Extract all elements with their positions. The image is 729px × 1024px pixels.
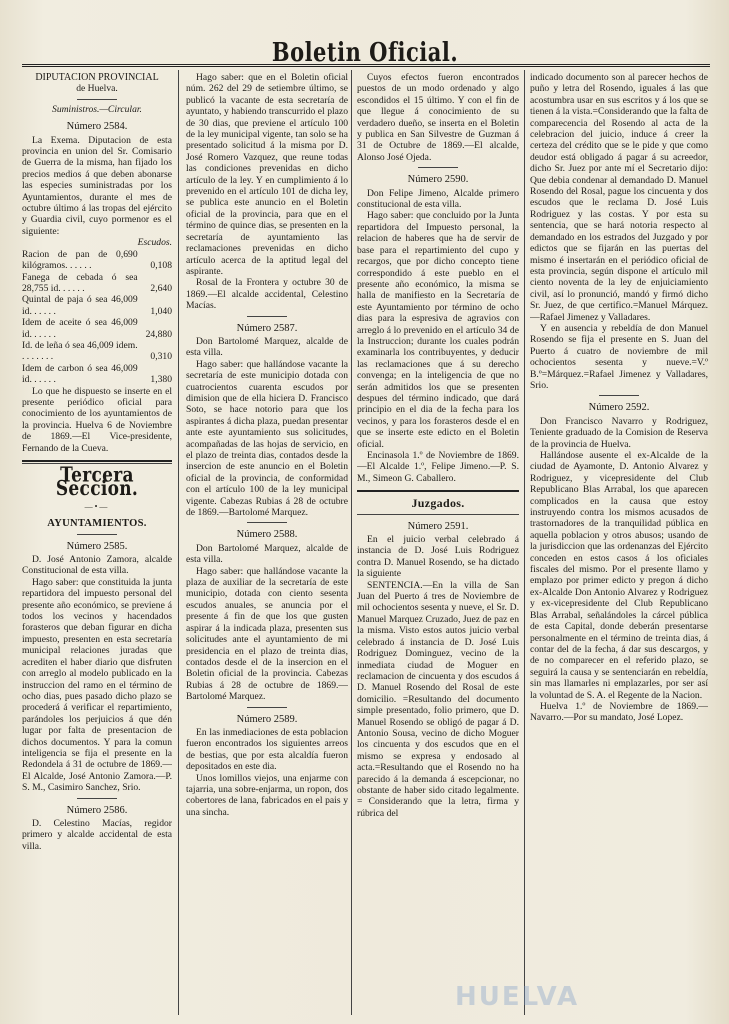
table-row: Idem de carbon ó sea 46,009 id. . . . . . 1,380 [22, 362, 172, 386]
library-watermark: HUELVA [455, 982, 580, 1012]
masthead-rule [22, 64, 710, 67]
notice-body: En el juicio verbal celebrado á instancia de D. José Luis Rodriguez contra D. Manuel Rosendo, se ha dictado la siguiente [357, 534, 519, 580]
notice-body: Don Felipe Jimeno, Alcalde primero constitucional de esta villa. [357, 187, 519, 211]
notice-body: En las inmediaciones de esta poblacion fueron encontrados los siguientes arreos de bestias, que por esta alcaldía fueron depositados en este dia. [186, 726, 348, 773]
notice-body: Hago saber: que en el Boletin oficial núm. 262 del 29 de setiembre último, se publicó la vacante de esta secretaría de ayuntato, y habiendo transcurrido el plazo de 30 dias, que previene el artículo 100 de la ley municipal vigente, tan solo se ha presentado solicitud á la misma por D. José Romero Vazquez, que reune todas las condiciones prevenidas en dicho artículo de la ley. Y en cumplimiento á lo prevenido en el artículo 101 de dicha ley, se publica este anuncio en el Boletin oficial de la provincia, para que en el término de quince dias, se presenten en la secretaría de ayuntamiento las reclamaciones prevenidas en dicho artículo acerca de la aptitud legal del aspirante. [186, 72, 348, 277]
notice-body: Y en ausencia y rebeldía de don Manuel Rosendo se fija el presente en S. Juan del Puerto á cuatro de noviembre de mil ochocientos sesenta y nueve.=V.º B.º=Márquez.=Rafael Jimenez y Valladares, Srio. [530, 322, 708, 391]
notice-kind: Suministros.—Circular. [52, 103, 142, 115]
notice-number: Número 2589. [236, 713, 298, 725]
notice-body: Huelva 1.º de Noviembre de 1869.—Navarro.—Por su mandato, José Lopez. [530, 700, 708, 724]
price-table [22, 237, 172, 385]
masthead: Boletin Oficial. [271, 36, 459, 68]
divider [77, 798, 117, 799]
divider [357, 514, 519, 515]
divider [599, 395, 639, 396]
notice-body: SENTENCIA.—En la villa de San Juan del Puerto á tres de Noviembre de mil ochocientos sesenta y nueve, el Sr. D. Manuel Marquez Cruzado, Juez de paz en la misma. Visto estos autos juicio verbal celebrado á instancia de D. José Luis Rodriguez Dominguez, vecino de la inmediata ciudad de Moguer en reclamacion de cincuenta y dos escudos á D. Manuel Rosendo del Rosal de este domicilio. =Resultando del documento simple presentado, folio primero, que D. Manuel Rosendo se obligó de pagar á D. Antonio Sousa, vecino de dicho Moguer los cincuenta y dos escudos que en el mismo se expresa y endosado al acta.=Resultando que el Rosendo no ha parecido á la demanda á escepcionar, no obstante de haber sido citado legalmente. = Considerando que la letra, firma y rúbrica del [357, 579, 519, 819]
notice-number: Número 2585. [66, 540, 128, 552]
notice-body: Lo que he dispuesto se inserte en el presente periódico oficial para conocimiento de los ayuntamientos de la provincia. Huelva 6 de Noviembre de 1869.—El Vice-presidente, Fernando de la Cueva. [22, 385, 172, 454]
column-4 [530, 72, 708, 1012]
subsection-heading: AYUNTAMIENTOS. [47, 518, 147, 530]
column-rule [178, 70, 179, 1015]
notice-body: Don Francisco Navarro y Rodriguez, Teniente graduado de la Comision de Reserva de la provincia de Huelva. [530, 415, 708, 450]
notice-body: Unos lomillos viejos, una enjarme con tajarria, una sobre-enjarma, un ropon, dos cobertores de lana, fabricados en el pais y una sincha. [186, 772, 348, 818]
divider [247, 316, 287, 317]
notice-number: Número 2588. [236, 529, 298, 541]
divider [357, 490, 519, 492]
divider [22, 460, 172, 462]
notice-body: Don Bartolomé Marquez, alcalde de esta villa. [186, 335, 348, 359]
notice-body: Hago saber: que constituida la junta repartidora del impuesto personal del presente año económico, se previene á todos los vecinos y hacendados forasteros que deban figurar en dicha impuesto, presenten en esta secretaría municipal relaciones juradas que acrediten el haber diario que disfruten con arreglo al modelo publicado en la instruccion del ramo en el término de ocho dias, pues pasado dicho plazo se procederá á verificar el repartimiento, parándoles los perjuicios á que dén lugar por falta de presentacion de dichos documentos. Y para la comun inteligencia se fija el presente en la Redondela á 31 de octubre de 1869.—El Alcalde, José Antonio Zamora.—P. S. M., Casimiro Sanchez, Srio. [22, 576, 172, 794]
notice-body: La Exema. Diputacion de esta provincia en union del Sr. Comisario de Guerra de la misma, han fijado los precios medios á que deben abonarse las especies suministradas por los Ayuntamientos, durante el mes de octubre último á las tropas del ejército y Guardia civil, cuyo pormenor es el siguiente: [22, 134, 172, 237]
column-1 [22, 72, 172, 1012]
price-table-header: Escudos. [137, 237, 172, 249]
table-row: Quintal de paja ó sea 46,009 id. . . . . . 1,040 [22, 294, 172, 317]
table-row: Id. de leña ó sea 46,009 idem. . . . . . . . 0,310 [22, 339, 172, 363]
column-3 [357, 72, 519, 1012]
notice-body: D. Celestino Macías, regidor primero y alcalde accidental de esta villa. [22, 817, 172, 852]
notice-body: Hago saber: que hallándose vacante la plaza de auxiliar de la secretaría de este municipio, dotada con ciento sesenta escudos anuales, se anuncia por el presente á fin de que los que gusten aspirar á la indicada plaza, presenten sus solicitudes ante el ayuntamiento de mi presidencia en el plazo de treinta dias, contados desde el de la insercion en el Boletin oficial de la provincia. Cabezas Rubias á 28 de octubre de 1869.—Bartolomé Marquez. [186, 565, 348, 703]
divider [77, 534, 117, 535]
column-2 [186, 72, 348, 1012]
notice-body: indicado documento son al parecer hechos de puño y letra del Rosendo, iguales á las que acostumbra usar en sus escritos y á los que se tienen á la vista.=Considerando que la falta de comparecencia del Rosendo al acta de la celebracion del juicio, induce á creer la certeza del crédito que se le pide y que como deudor está obligado á pagar á su acreedor, dicho Sr. Juez por ante mí el Secretario dijo: Que debia condenar al demandado D. Manuel Rosendo del Rosal, pague los cincuenta y dos escudos que le reclama D. José Luis Rodriguez y las costas. Y por esta su sentencia, que se hará notoria respecto al demandado en los estrados del Juzgado y por edictos que se fijarán en las puertas del mismo é insertarán en el periódico oficial de esta provincia, según dispone el artículo mil ciento noventa de la ley de enjuiciamiento civil, así lo pronunció, mandó y firmó dicho Sr. Juez, de que certifico.=Manuel Márquez.—Rafael Jimenez y Valladares. [530, 72, 708, 323]
column-rule [351, 70, 352, 1015]
notice-body: D. José Antonio Zamora, alcalde Constitucional de esta villa. [22, 554, 172, 577]
divider [247, 707, 287, 708]
ornament: —•— [84, 501, 110, 511]
notice-body: Don Bartolomé Marquez, alcalde de esta villa. [186, 542, 348, 566]
table-row: Fanega de cebada ó sea 28,755 id. . . . . . 2,640 [22, 271, 172, 294]
table-row: Idem de aceite ó sea 46,009 id. . . . . . 24,880 [22, 317, 172, 340]
divider [418, 167, 458, 168]
diputacion-subheading: de Huelva. [76, 83, 118, 95]
notice-number: Número 2591. [407, 520, 469, 532]
section-heading: Tercera Seccion. [55, 463, 139, 502]
notice-body: Rosal de la Frontera y octubre 30 de 1869.—El alcalde accidental, Celestino Macías. [186, 277, 348, 312]
notice-number: Número 2587. [236, 322, 298, 334]
section-heading: Juzgados. [411, 496, 465, 511]
notice-body: Encinasola 1.º de Noviembre de 1869.—El Alcalde 1.º, Felipe Jimeno.—P. S. M., Simeon G. Caballero. [357, 450, 519, 484]
notice-number: Número 2586. [66, 804, 128, 816]
notice-body: Hago saber: que hallándose vacante la secretaría de este municipio dotada con cuatrocientos cuarenta escudos por dimision que de ella hiciera D. Francisco Soto, se hace notorio para que los aspirantes á dicha plaza, puedan presentar ante este ayuntamiento sus solicitudes, acompañadas de las hojas de servicio, en el plazo de treinta dias, contados desde la insercion de este anuncio en el Boletin oficial de la provincia, de conformidad con el artículo 100 de la ley municipal vigente. Cabezas Rubias á 28 de octubre de 1869.—Bartolomé Marquez. [186, 358, 348, 519]
notice-body: Hallándose ausente el ex-Alcalde de la ciudad de Ayamonte, D. Antonio Alvarez y Rodriguez, y vicepresidente del Club Republicano Blas Arrabal, los que aparecen complicados en la causa que estoy instruyendo contra los mismos acusados de trastornadores de la tranquilidad pública en aquella poblacion y otros abusos; usando de la jurisdiccion que las ordenanzas del Ejército conceden en estos casos á los oficiales fiscales del mismo. Por el presente llamo y emplazo por primer edicto y pregon á dicho ex-Alcalde Don Antonio Alvarez y Rodriguez y ex-vicepresidente del Club Republicano Blas Arrabal, señalándoles la cárcel pública de esta Capital, donde deberán presentarse personalmente en el término de treinta dias, á contar del de la fecha, á dar sus descargos, y de no comparecer en el referido plazo, se seguirá la causa y se sentenciarán en rebeldía, sin mas llamarles ni emplazarles, por ser así la voluntad de S. A. el Regente de la Nacion. [530, 450, 708, 701]
diputacion-heading: DIPUTACION PROVINCIAL [35, 72, 159, 83]
divider [247, 522, 287, 523]
notice-number: Número 2590. [407, 174, 469, 186]
column-rule [524, 70, 525, 1015]
notice-body: Hago saber: que concluido por la Junta repartidora del Impuesto personal, la relacion de haberes que ha de servir de base para el repartimiento del cupo y recargos, que por dicho concepto tiene correspondido á este pueblo en el presente año económico, la misma se halla de manifiesto en la Secretaría de este Ayuntamiento por término de ocho dias para la espresiva de agravios con arreglo á lo prevenido en el artículo 34 de la Instruccion; durante los cuales podrán examinarla los contribuyentes, y deducir las reclamaciones que á su derecho convenga; en la inteligencia de que no serán admitidos los que se presenten despues del término indicado, que dará principio en el dia de la fecha para los vecinos, y para los forasteros desde el en que se inserte este edicto en el Boletin oficial. [357, 210, 519, 450]
notice-number: Número 2584. [66, 121, 128, 133]
notice-body: Cuyos efectos fueron encontrados puestos de un modo ordenado y algo escondidos el 15 último. Y con el fin de que llegue á conocimiento de su verdadero dueño, se inserta en el Boletin y publica en San Silvestre de Guzman á 31 de Octubre de 1869.—El alcalde, Alonso José Ojeda. [357, 72, 519, 163]
divider [77, 99, 117, 100]
table-row: Racion de pan de 0,690 kilógramos. . . . . . 0,108 [22, 248, 172, 272]
notice-number: Número 2592. [588, 402, 650, 414]
